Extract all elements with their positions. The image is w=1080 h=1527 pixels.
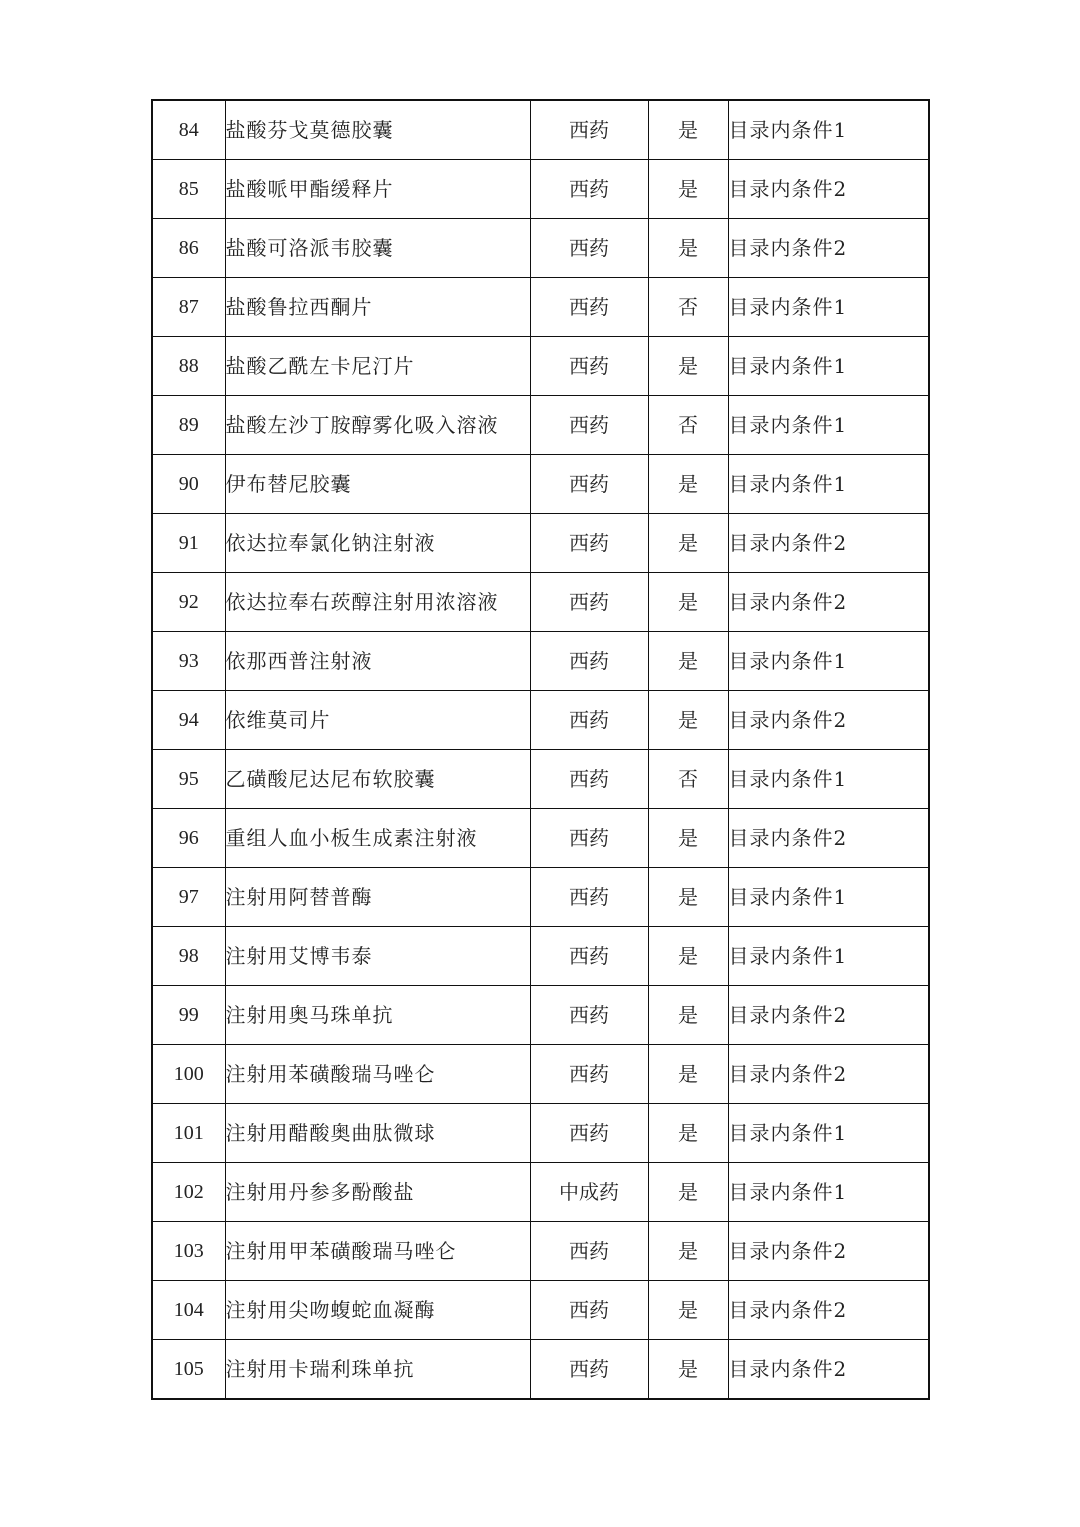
drug-name: 注射用丹参多酚酸盐 <box>225 1163 530 1222</box>
drug-name: 注射用甲苯磺酸瑞马唑仑 <box>225 1222 530 1281</box>
table-row <box>152 1104 929 1163</box>
yes-no-flag: 是 <box>648 337 728 396</box>
drug-type: 西药 <box>530 1222 648 1281</box>
table-row <box>152 1340 929 1400</box>
drug-type: 西药 <box>530 278 648 337</box>
yes-no-flag: 是 <box>648 809 728 868</box>
catalog-condition: 目录内条件2 <box>728 1281 929 1340</box>
drug-name: 盐酸左沙丁胺醇雾化吸入溶液 <box>225 396 530 455</box>
drug-type: 西药 <box>530 1104 648 1163</box>
catalog-condition: 目录内条件2 <box>728 160 929 219</box>
drug-type: 西药 <box>530 868 648 927</box>
yes-no-flag: 是 <box>648 514 728 573</box>
catalog-condition: 目录内条件1 <box>728 396 929 455</box>
row-number: 105 <box>152 1340 225 1400</box>
yes-no-flag: 是 <box>648 691 728 750</box>
yes-no-flag: 否 <box>648 396 728 455</box>
table-row <box>152 278 929 337</box>
table-row <box>152 809 929 868</box>
catalog-condition: 目录内条件2 <box>728 1340 929 1400</box>
yes-no-flag: 是 <box>648 455 728 514</box>
catalog-condition: 目录内条件2 <box>728 1045 929 1104</box>
catalog-condition: 目录内条件2 <box>728 514 929 573</box>
drug-name: 依达拉奉右莰醇注射用浓溶液 <box>225 573 530 632</box>
drug-name: 依维莫司片 <box>225 691 530 750</box>
drug-name: 注射用尖吻蝮蛇血凝酶 <box>225 1281 530 1340</box>
drug-name: 盐酸鲁拉西酮片 <box>225 278 530 337</box>
drug-type: 西药 <box>530 219 648 278</box>
table-row <box>152 632 929 691</box>
table-row <box>152 927 929 986</box>
row-number: 95 <box>152 750 225 809</box>
drug-name: 注射用阿替普酶 <box>225 868 530 927</box>
drug-name: 注射用苯磺酸瑞马唑仑 <box>225 1045 530 1104</box>
row-number: 86 <box>152 219 225 278</box>
drug-list-table <box>151 99 930 1400</box>
row-number: 87 <box>152 278 225 337</box>
drug-name: 盐酸可洛派韦胶囊 <box>225 219 530 278</box>
table-row <box>152 396 929 455</box>
yes-no-flag: 是 <box>648 573 728 632</box>
row-number: 103 <box>152 1222 225 1281</box>
drug-type: 西药 <box>530 573 648 632</box>
table-row <box>152 1045 929 1104</box>
table-row <box>152 1222 929 1281</box>
catalog-condition: 目录内条件1 <box>728 455 929 514</box>
table-row <box>152 750 929 809</box>
catalog-condition: 目录内条件1 <box>728 750 929 809</box>
drug-type: 西药 <box>530 396 648 455</box>
yes-no-flag: 是 <box>648 632 728 691</box>
yes-no-flag: 是 <box>648 1104 728 1163</box>
drug-name: 重组人血小板生成素注射液 <box>225 809 530 868</box>
drug-type: 西药 <box>530 455 648 514</box>
catalog-condition: 目录内条件1 <box>728 337 929 396</box>
row-number: 97 <box>152 868 225 927</box>
row-number: 94 <box>152 691 225 750</box>
table-row <box>152 514 929 573</box>
yes-no-flag: 是 <box>648 1281 728 1340</box>
catalog-condition: 目录内条件1 <box>728 1104 929 1163</box>
yes-no-flag: 否 <box>648 278 728 337</box>
drug-name: 注射用奥马珠单抗 <box>225 986 530 1045</box>
row-number: 88 <box>152 337 225 396</box>
drug-type: 西药 <box>530 809 648 868</box>
yes-no-flag: 是 <box>648 868 728 927</box>
row-number: 100 <box>152 1045 225 1104</box>
drug-type: 西药 <box>530 160 648 219</box>
drug-type: 中成药 <box>530 1163 648 1222</box>
drug-name: 盐酸芬戈莫德胶囊 <box>225 100 530 160</box>
table-row <box>152 986 929 1045</box>
drug-name: 伊布替尼胶囊 <box>225 455 530 514</box>
row-number: 96 <box>152 809 225 868</box>
catalog-condition: 目录内条件1 <box>728 868 929 927</box>
yes-no-flag: 否 <box>648 750 728 809</box>
catalog-condition: 目录内条件2 <box>728 1222 929 1281</box>
row-number: 104 <box>152 1281 225 1340</box>
table-row <box>152 1281 929 1340</box>
drug-type: 西药 <box>530 1045 648 1104</box>
drug-name: 注射用醋酸奥曲肽微球 <box>225 1104 530 1163</box>
drug-type: 西药 <box>530 927 648 986</box>
catalog-condition: 目录内条件1 <box>728 927 929 986</box>
table-row <box>152 160 929 219</box>
catalog-condition: 目录内条件2 <box>728 986 929 1045</box>
drug-type: 西药 <box>530 632 648 691</box>
drug-name: 注射用艾博韦泰 <box>225 927 530 986</box>
yes-no-flag: 是 <box>648 1222 728 1281</box>
table-row <box>152 219 929 278</box>
table-row <box>152 691 929 750</box>
row-number: 102 <box>152 1163 225 1222</box>
drug-type: 西药 <box>530 1340 648 1400</box>
drug-type: 西药 <box>530 691 648 750</box>
drug-name: 盐酸乙酰左卡尼汀片 <box>225 337 530 396</box>
row-number: 99 <box>152 986 225 1045</box>
table-row <box>152 455 929 514</box>
row-number: 89 <box>152 396 225 455</box>
drug-type: 西药 <box>530 337 648 396</box>
table-row <box>152 1163 929 1222</box>
row-number: 90 <box>152 455 225 514</box>
catalog-condition: 目录内条件2 <box>728 219 929 278</box>
table-row <box>152 100 929 160</box>
drug-type: 西药 <box>530 750 648 809</box>
drug-type: 西药 <box>530 986 648 1045</box>
table-row <box>152 868 929 927</box>
drug-type: 西药 <box>530 514 648 573</box>
table-body <box>152 100 929 1399</box>
drug-name: 乙磺酸尼达尼布软胶囊 <box>225 750 530 809</box>
catalog-condition: 目录内条件1 <box>728 278 929 337</box>
row-number: 101 <box>152 1104 225 1163</box>
table-row <box>152 337 929 396</box>
yes-no-flag: 是 <box>648 160 728 219</box>
catalog-condition: 目录内条件2 <box>728 691 929 750</box>
row-number: 91 <box>152 514 225 573</box>
catalog-condition: 目录内条件1 <box>728 632 929 691</box>
yes-no-flag: 是 <box>648 1045 728 1104</box>
row-number: 93 <box>152 632 225 691</box>
yes-no-flag: 是 <box>648 927 728 986</box>
yes-no-flag: 是 <box>648 986 728 1045</box>
yes-no-flag: 是 <box>648 1340 728 1400</box>
drug-name: 依那西普注射液 <box>225 632 530 691</box>
yes-no-flag: 是 <box>648 1163 728 1222</box>
row-number: 98 <box>152 927 225 986</box>
catalog-condition: 目录内条件1 <box>728 100 929 160</box>
drug-type: 西药 <box>530 100 648 160</box>
catalog-condition: 目录内条件1 <box>728 1163 929 1222</box>
drug-type: 西药 <box>530 1281 648 1340</box>
row-number: 84 <box>152 100 225 160</box>
row-number: 92 <box>152 573 225 632</box>
drug-name: 盐酸哌甲酯缓释片 <box>225 160 530 219</box>
yes-no-flag: 是 <box>648 100 728 160</box>
catalog-condition: 目录内条件2 <box>728 809 929 868</box>
row-number: 85 <box>152 160 225 219</box>
drug-name: 注射用卡瑞利珠单抗 <box>225 1340 530 1400</box>
catalog-condition: 目录内条件2 <box>728 573 929 632</box>
yes-no-flag: 是 <box>648 219 728 278</box>
drug-name: 依达拉奉氯化钠注射液 <box>225 514 530 573</box>
table-row <box>152 573 929 632</box>
